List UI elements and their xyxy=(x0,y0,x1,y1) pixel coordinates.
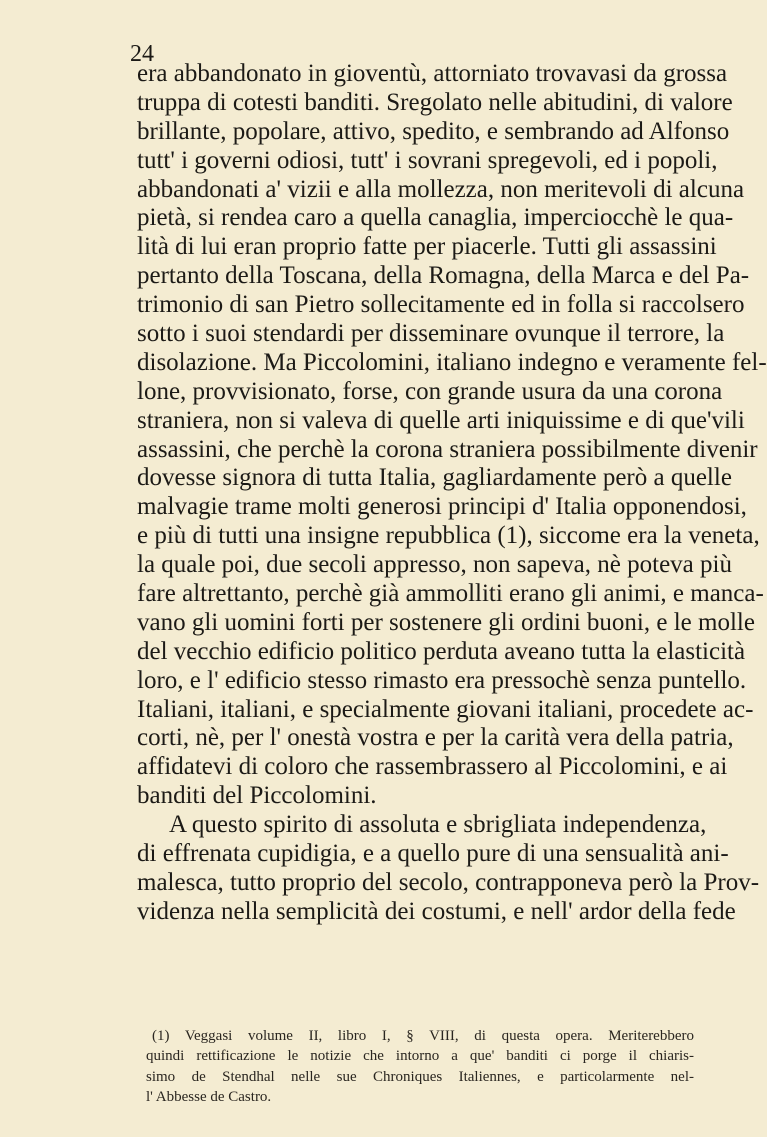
body-text xyxy=(137,60,767,927)
text-line: dovesse signora di tutta Italia, gagliardamente però a quelle xyxy=(137,464,732,492)
text-line: pietà, si rendea caro a quella canaglia, imperciocchè le qua- xyxy=(137,204,734,232)
text-line: straniera, non si valeva di quelle arti iniquissime e di que'vili xyxy=(137,406,745,434)
text-line: fare altrettanto, perchè già ammolliti erano gli animi, e manca- xyxy=(137,580,764,608)
text-line: e più di tutti una insigne repubblica (1), siccome era la veneta, xyxy=(137,522,760,550)
text-line: sotto i suoi stendardi per disseminare ovunque il terrore, la xyxy=(137,320,725,348)
footnote-line: quindi rettificazione le notizie che intorno a que' banditi ci porge il chiaris- xyxy=(146,1048,694,1065)
paragraph-end-line: banditi del Piccolomini. xyxy=(137,782,377,810)
text-line: del vecchio edificio politico perduta aveano tutta la elasticità xyxy=(137,637,746,665)
page-number: 24 xyxy=(130,41,154,67)
text-line: abbandonati a' vizii e alla mollezza, non meritevoli di alcuna xyxy=(137,175,745,203)
text-line: affidatevi di coloro che rassembrassero al Piccolomini, e ai xyxy=(137,753,728,781)
text-line: loro, e l' edificio stesso rimasto era pressochè senza puntello. xyxy=(137,666,747,694)
footnote xyxy=(146,1026,694,1108)
text-line: malesca, tutto proprio del secolo, contrapponeva però la Prov- xyxy=(137,868,760,896)
footnote-line: l' Abbesse de Castro. xyxy=(146,1089,272,1106)
text-line: truppa di cotesti banditi. Sregolato nelle abitudini, di valore xyxy=(137,88,733,116)
text-line: pertanto della Toscana, della Romagna, della Marca e del Pa- xyxy=(137,262,750,290)
text-line: videnza nella semplicità dei costumi, e nell' ardor della fede xyxy=(137,897,736,925)
footnote-line: simo de Stendhal nelle sue Chroniques Italiennes, e particolarmente nel- xyxy=(146,1068,694,1085)
text-line: la quale poi, due secoli appresso, non sapeva, nè poteva più xyxy=(137,551,732,579)
text-line: era abbandonato in gioventù, attorniato trovavasi da grossa xyxy=(137,60,728,87)
text-line: vano gli uomini forti per sostenere gli ordini buoni, e le molle xyxy=(137,608,755,636)
text-line: tutt' i governi odiosi, tutt' i sovrani spregevoli, ed i popoli, xyxy=(137,146,718,174)
text-line: disolazione. Ma Piccolomini, italiano indegno e veramente fel- xyxy=(137,348,767,376)
footnote-line: (1) Veggasi volume II, libro I, § VIII, di questa opera. Meriterebbero xyxy=(152,1028,694,1044)
text-line: di effrenata cupidigia, e a quello pure di una sensualità ani- xyxy=(137,840,729,868)
text-line: assassini, che perchè la corona straniera possibilmente divenir xyxy=(137,435,758,463)
text-line: brillante, popolare, attivo, spedito, e sembrando ad Alfonso xyxy=(137,117,730,145)
text-line: trimonio di san Pietro sollecitamente ed in folla si raccolsero xyxy=(137,291,745,319)
text-line: Italiani, italiani, e specialmente giovani italiani, procedete ac- xyxy=(137,695,754,723)
text-line: lità di lui eran proprio fatte per piacerle. Tutti gli assassini xyxy=(137,233,717,261)
text-line: lone, provvisionato, forse, con grande usura da una corona xyxy=(137,377,723,405)
text-line: malvagie trame molti generosi principi d' Italia opponendosi, xyxy=(137,493,747,521)
paragraph-first-line: A questo spirito di assoluta e sbrigliata independenza, xyxy=(169,811,707,839)
text-line: corti, nè, per l' onestà vostra e per la carità vera della patria, xyxy=(137,724,734,752)
